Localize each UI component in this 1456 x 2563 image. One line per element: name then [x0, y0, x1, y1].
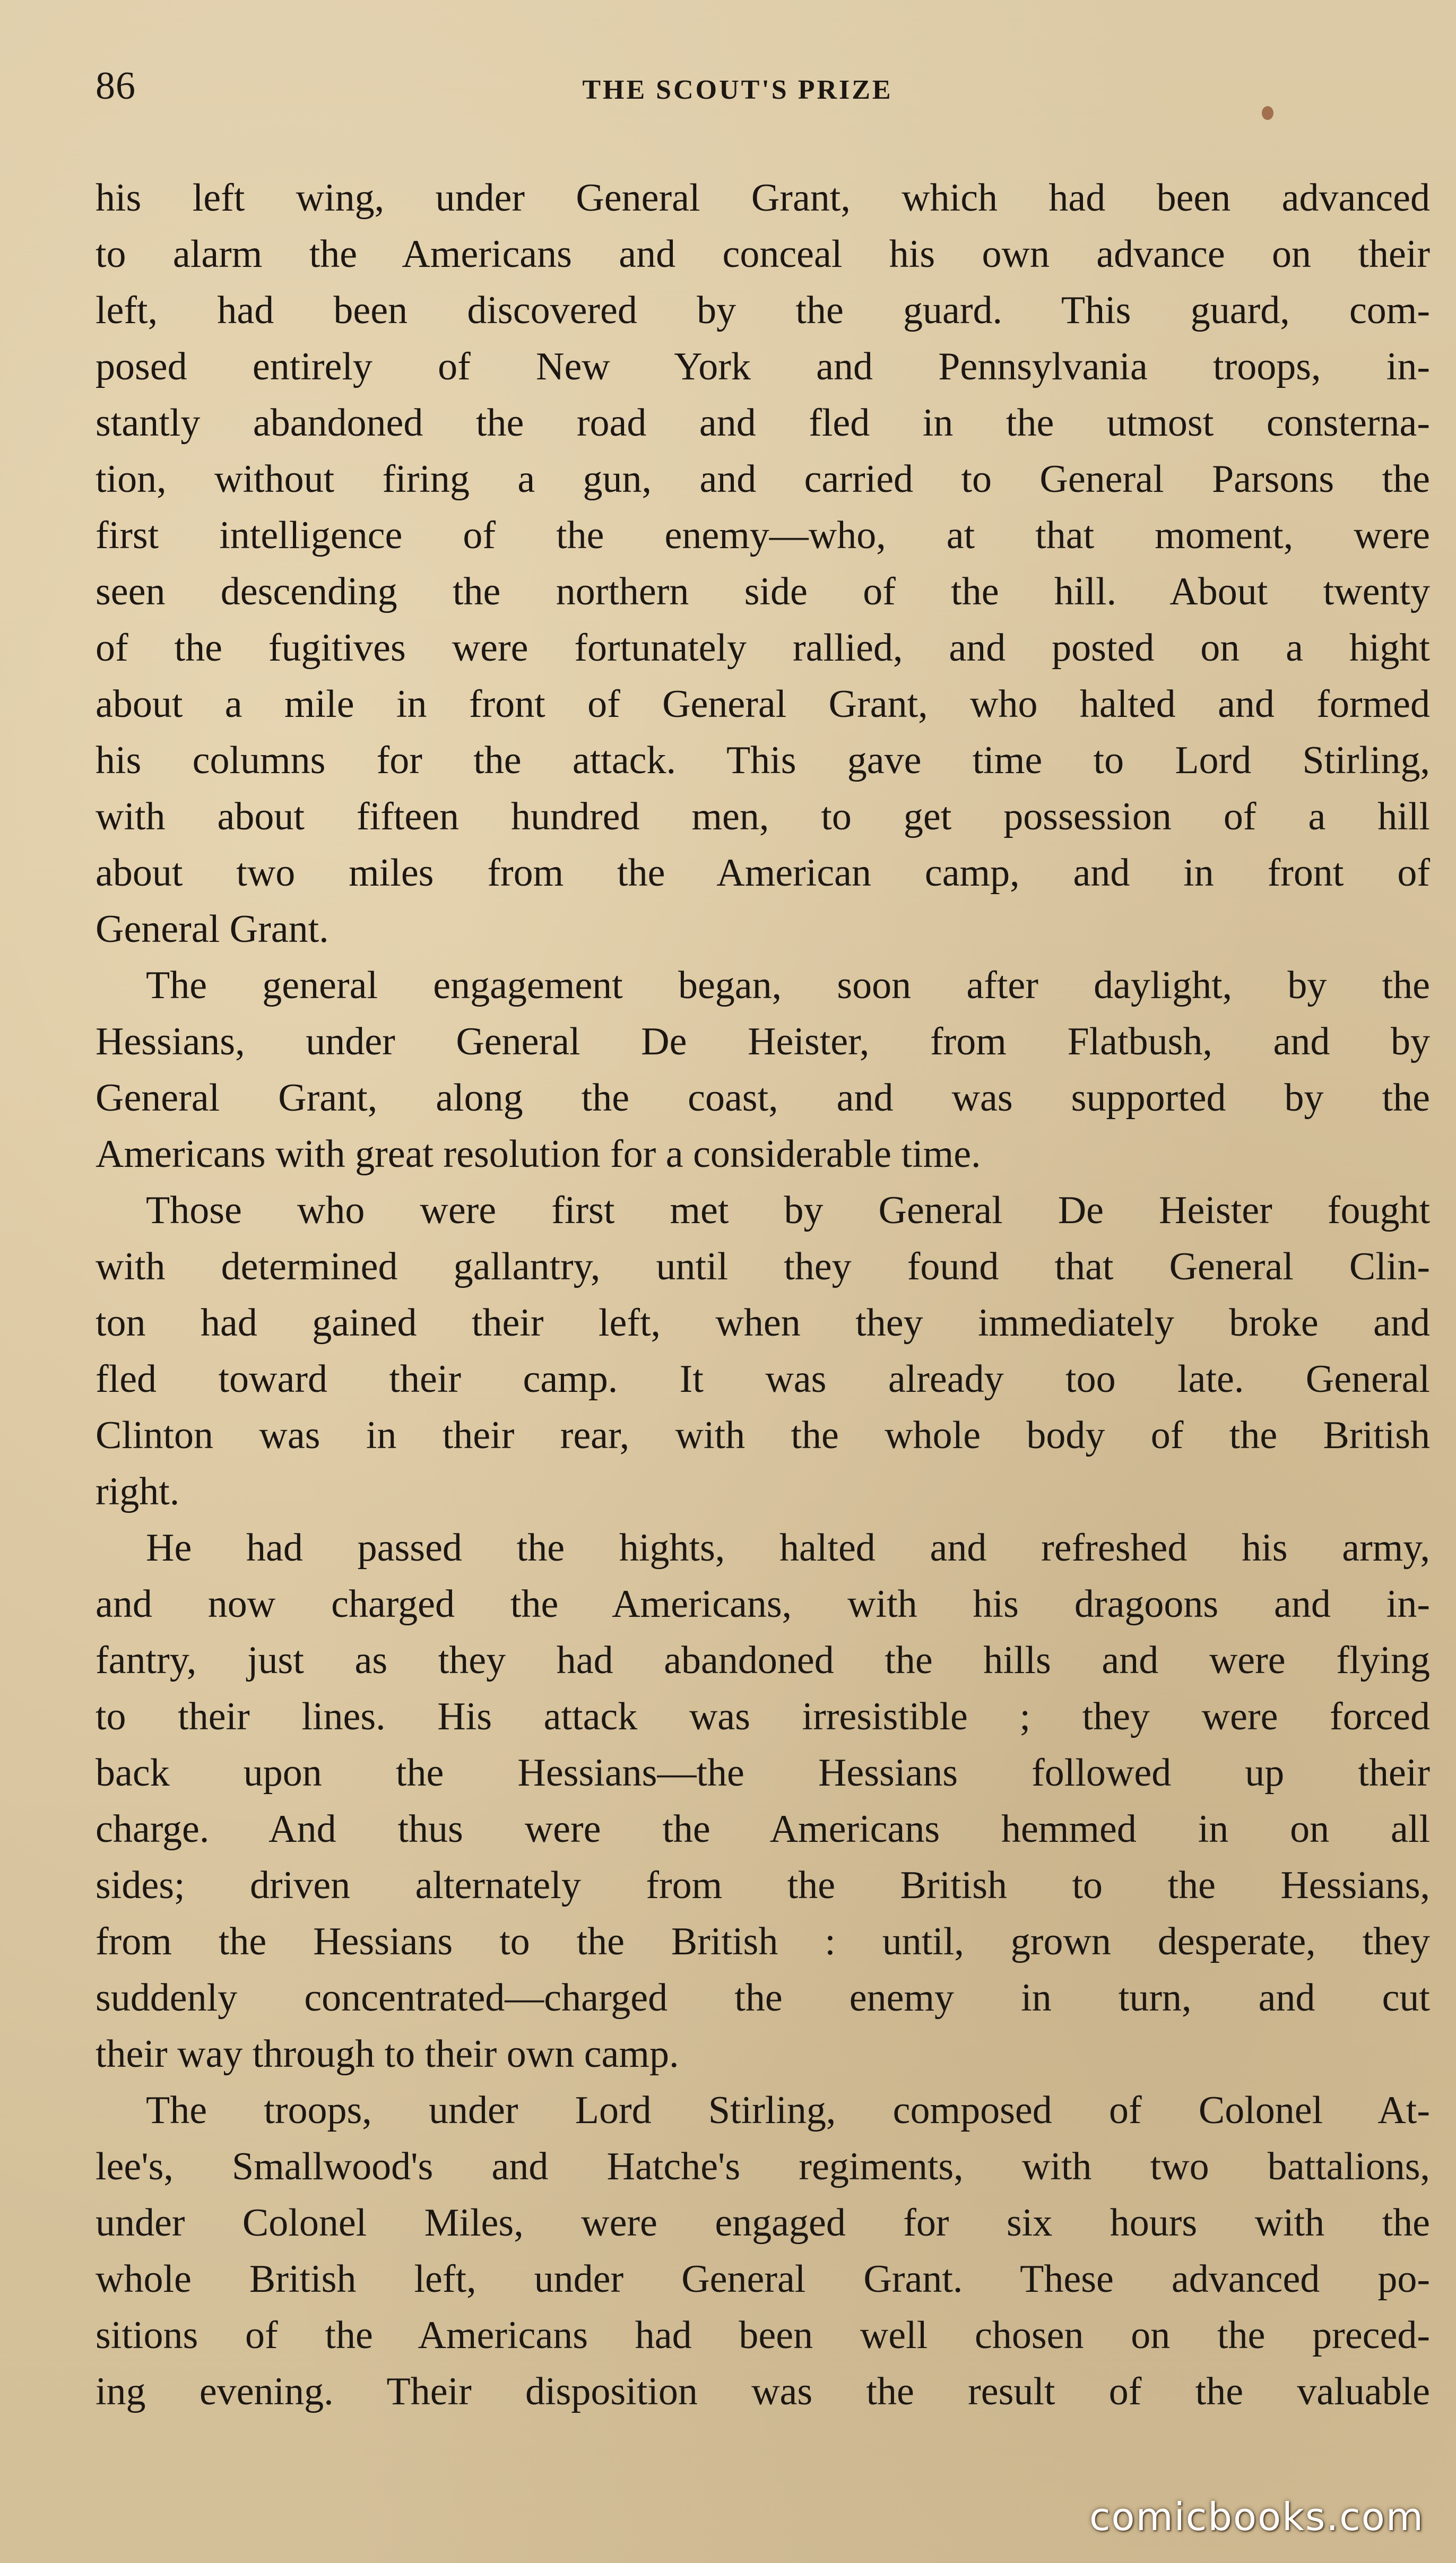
text-line: The troops, under Lord Stirling, composed of Colonel At-: [146, 2089, 1430, 2132]
text-line: General Grant.: [96, 907, 329, 951]
text-line: posed entirely of New York and Pennsylvania troops, in-: [96, 345, 1430, 388]
body-text: [96, 170, 1430, 2420]
text-line: seen descending the northern side of the hill. About twenty: [96, 570, 1430, 613]
paragraph: [96, 1182, 1430, 1520]
text-line: He had passed the hights, halted and refreshed his army,: [146, 1526, 1430, 1570]
text-line: under Colonel Miles, were engaged for six hours with the: [96, 2201, 1430, 2245]
text-line: to alarm the Americans and conceal his own advance on their: [96, 232, 1430, 276]
watermark: comicbooks.com: [1089, 2495, 1424, 2539]
text-line: Americans with great resolution for a considerable time.: [96, 1132, 981, 1176]
text-line: his left wing, under General Grant, which had been advanced: [96, 176, 1430, 220]
text-line: Those who were first met by General De Heister fought: [146, 1189, 1430, 1232]
text-line: charge. And thus were the Americans hemmed in on all: [96, 1807, 1430, 1851]
paragraph: [96, 170, 1430, 957]
text-line: The general engagement began, soon after daylight, by the: [146, 964, 1430, 1007]
page-header: [96, 58, 1380, 117]
page-number: 86: [96, 64, 136, 108]
text-line: fled toward their camp. It was already too late. General: [96, 1357, 1430, 1401]
text-line: suddenly concentrated—charged the enemy in turn, and cut: [96, 1976, 1430, 2020]
text-line: their way through to their own camp.: [96, 2032, 679, 2076]
text-line: with about fifteen hundred men, to get possession of a hill: [96, 795, 1430, 838]
text-line: lee's, Smallwood's and Hatche's regiments, with two battalions,: [96, 2145, 1430, 2188]
text-line: with determined gallantry, until they found that General Clin-: [96, 1245, 1430, 1288]
text-line: of the fugitives were fortunately rallied, and posted on a hight: [96, 626, 1430, 670]
text-line: right.: [96, 1470, 180, 1513]
text-line: sitions of the Americans had been well chosen on the preced-: [96, 2314, 1430, 2357]
text-line: to their lines. His attack was irresistible ; they were forced: [96, 1695, 1430, 1738]
text-line: Clinton was in their rear, with the whole body of the British: [96, 1414, 1430, 1457]
text-line: first intelligence of the enemy—who, at that moment, were: [96, 514, 1430, 557]
paragraph: [96, 1520, 1430, 2082]
text-line: his columns for the attack. This gave time to Lord Stirling,: [96, 739, 1430, 782]
text-line: left, had been discovered by the guard. This guard, com-: [96, 289, 1430, 332]
paragraph: [96, 957, 1430, 1182]
running-head: THE SCOUT'S PRIZE: [582, 75, 893, 105]
text-line: fantry, just as they had abandoned the hills and were flying: [96, 1639, 1430, 1682]
text-line: tion, without firing a gun, and carried to General Parsons the: [96, 457, 1430, 501]
text-line: stantly abandoned the road and fled in the utmost consterna-: [96, 401, 1430, 445]
text-line: ing evening. Their disposition was the result of the valuable: [96, 2370, 1430, 2413]
text-line: from the Hessians to the British : until, grown desperate, they: [96, 1920, 1430, 1963]
text-line: back upon the Hessians—the Hessians followed up their: [96, 1751, 1430, 1795]
text-line: sides; driven alternately from the British to the Hessians,: [96, 1864, 1430, 1907]
text-line: General Grant, along the coast, and was supported by the: [96, 1076, 1430, 1120]
text-line: and now charged the Americans, with his dragoons and in-: [96, 1582, 1430, 1626]
text-line: about two miles from the American camp, and in front of: [96, 851, 1430, 895]
text-line: Hessians, under General De Heister, from Flatbush, and by: [96, 1020, 1430, 1063]
text-line: whole British left, under General Grant. These advanced po-: [96, 2257, 1430, 2301]
text-line: ton had gained their left, when they immediately broke and: [96, 1301, 1430, 1345]
text-line: about a mile in front of General Grant, who halted and formed: [96, 682, 1430, 726]
paragraph: [96, 2082, 1430, 2420]
